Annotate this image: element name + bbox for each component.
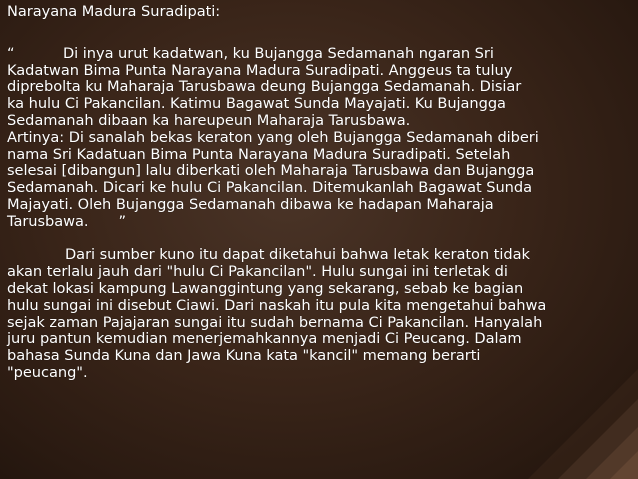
quote-line: ka hulu Ci Pakancilan. Katimu Bagawat Sunda Mayajati. Ku Bujangga [7,95,506,113]
corner-decoration [528,369,638,479]
translation-line: selesai [dibangun] lalu diberkati oleh Maharaja Tarusbawa dan Bujangga [7,162,535,180]
explanation-line: dekat lokasi kampung Lawanggintung yang sekarang, sebab ke bagian [7,279,524,297]
explanation-line: Dari sumber kuno itu dapat diketahui bahwa letak keraton tidak [65,246,530,264]
translation-block [7,130,629,231]
translation-line: Sedamanah. Dicari ke hulu Ci Pakancilan. Ditemukanlah Bagawat Sunda [7,179,532,197]
quote-open-mark: “ [7,44,15,62]
explanation-line: sejak zaman Pajajaran sungai itu sudah bernama Ci Pakancilan. Hanyalah [7,313,543,331]
quote-line: Kadatwan Bima Punta Narayana Madura Suradipati. Anggeus ta tuluy [7,61,513,79]
quote-line: diprebolta ku Maharaja Tarusbawa deung Bujangga Sedamanah. Disiar [7,78,522,96]
translation-line: Majayati. Oleh Bujangga Sedamanah dibawa ke hadapan Maharaja [7,195,494,213]
translation-line: nama Sri Kadatuan Bima Punta Narayana Madura Suradipati. Setelah [7,145,511,163]
quote-close-mark: ” [118,212,127,230]
quote-line: “ Di inya urut kadatwan, ku Bujangga Sedamanah ngaran Sri [7,44,494,62]
paragraph-gap [7,231,629,248]
translation-line: Artinya: Di sanalah bekas keraton yang oleh Bujangga Sedamanah diberi [7,128,539,146]
explanation-paragraph [7,247,629,381]
explanation-line: juru pantun kemudian menerjemahkannya menjadi Ci Peucang. Dalam [7,330,522,348]
title-line: Narayana Madura Suradipati: [7,3,221,20]
explanation-line: bahasa Sunda Kuna dan Jawa Kuna kata "kancil" memang berarti [7,347,481,365]
explanation-line: hulu sungai ini disebut Ciawi. Dari naskah itu pula kita mengetahui bahwa [7,296,547,314]
quote-line: Sedamanah dibaan ka hareupeun Maharaja Tarusbawa. [7,111,411,129]
section-title [7,4,629,21]
explanation-line: akan terlalu jauh dari "hulu Ci Pakancilan". Hulu sungai ini terletak di [7,263,508,281]
translation-line: Tarusbawa. ” [7,212,127,230]
sundanese-quote [7,46,629,130]
slide-body [7,4,629,382]
explanation-line: "peucang". [7,363,88,381]
